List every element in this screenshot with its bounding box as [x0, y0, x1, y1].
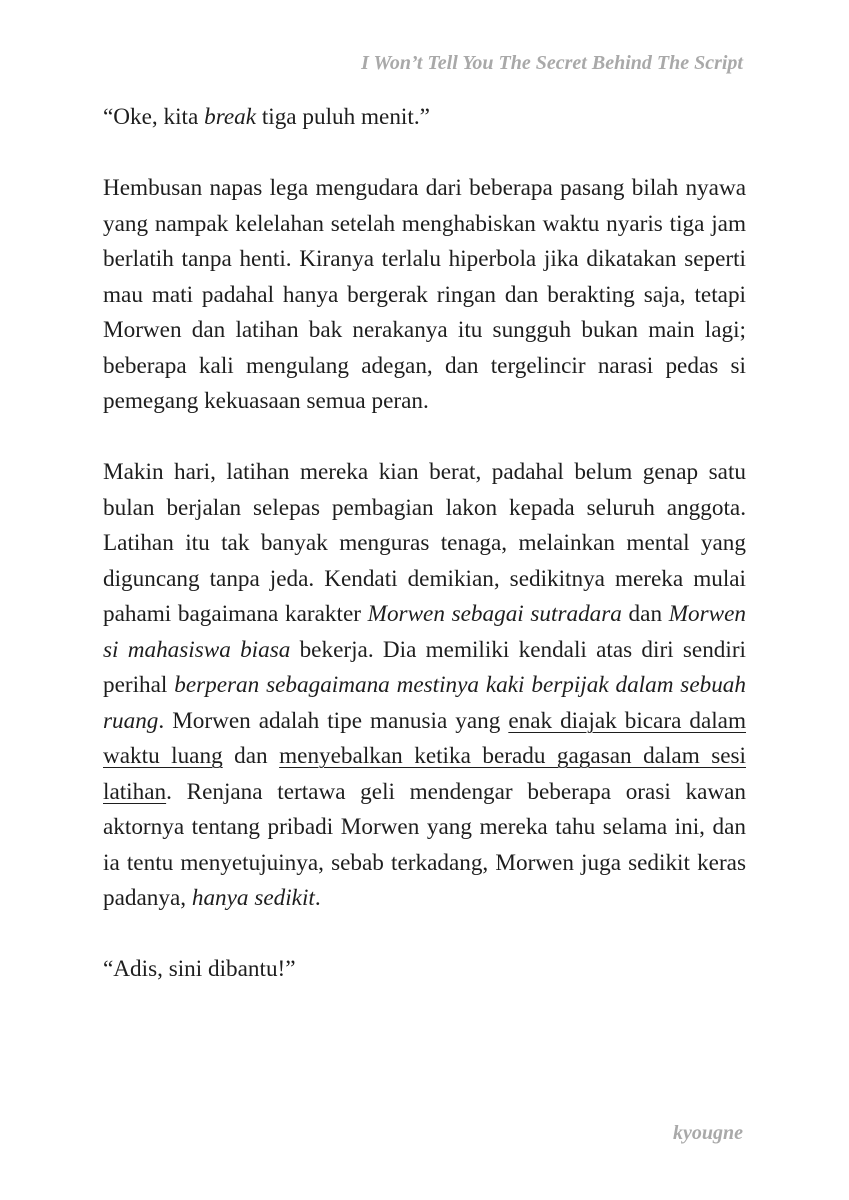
- paragraph-morwen: [103, 455, 746, 917]
- italic-phrase: Morwen si mahasiswa biasa: [103, 601, 747, 663]
- dialogue-text: tiga puluh menit.”: [256, 104, 430, 130]
- page-body: [103, 96, 746, 1023]
- italic-word: break: [204, 104, 257, 130]
- paragraph-text: . Renjana tertawa geli mendengar beberapa orasi kawan aktornya tentang pribadi Morwen yang mereka tahu selama ini, dan ia tentu menyetujuinya, sebab terkadang, Morwen juga sedikit keras padanya,: [103, 778, 746, 911]
- dialogue-line-adis: “Adis, sini dibantu!”: [103, 956, 296, 982]
- author-footer: kyougne: [673, 1122, 743, 1144]
- underlined-phrase: enak diajak bicara dalam waktu luang: [103, 707, 747, 769]
- paragraph-text: dan: [621, 601, 669, 627]
- italic-phrase: berperan sebagaimana mestinya kaki berpijak dalam sebuah ruang: [103, 672, 746, 734]
- italic-phrase: Morwen sebagai sutradara: [367, 601, 622, 627]
- paragraph-exhaustion: Hembusan napas lega mengudara dari beberapa pasang bilah nyawa yang nampak kelelahan setelah menghabiskan waktu nyaris tiga jam berlatih tanpa henti. Kiranya terlalu hiperbola jika dikatakan seperti mau mati padahal hanya bergerak ringan dan berakting saja, tetapi Morwen dan latihan bak nerakanya itu sungguh bukan main lagi; beberapa kali mengulang adegan, dan tergelincir narasi pedas si pemegang kekuasaan semua peran.: [103, 175, 746, 414]
- dialogue-line-break: [103, 100, 746, 136]
- dialogue-text: “Oke, kita: [103, 104, 205, 130]
- paragraph-text: Makin hari, latihan mereka kian berat, padahal belum genap satu bulan berjalan selepas pembagian lakon kepada seluruh anggota. Latihan itu tak banyak menguras tenaga, melainkan mental yang diguncang tanpa jeda. Kendati demikian, sedikitnya mereka mulai pahami bagaimana karakter: [103, 459, 746, 627]
- paragraph-text: dan: [222, 743, 280, 769]
- running-header: I Won’t Tell You The Secret Behind The Script: [361, 52, 743, 74]
- paragraph-text: . Morwen adalah tipe manusia yang: [158, 707, 509, 734]
- italic-phrase: hanya sedikit: [191, 885, 315, 911]
- underlined-phrase: menyebalkan ketika beradu gagasan dalam sesi latihan: [103, 743, 746, 805]
- paragraph-text: .: [314, 885, 321, 911]
- paragraph-text: bekerja. Dia memiliki kendali atas diri sendiri perihal: [103, 636, 746, 698]
